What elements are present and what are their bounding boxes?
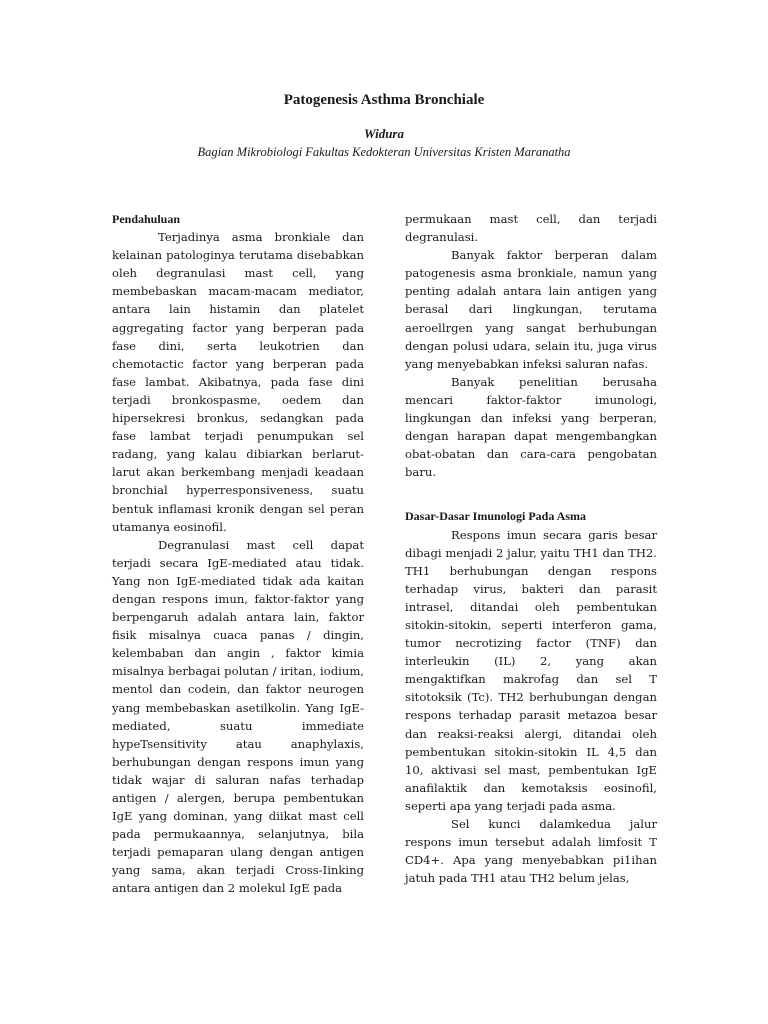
author-name: Widura [364, 126, 404, 141]
paper-title: Patogenesis Asthma Bronchiale [283, 92, 485, 108]
section-heading-pendahuluan: Pendahuluan [112, 212, 181, 226]
right-column [405, 210, 657, 887]
paragraph: Sel kunci dalamkedua jalur respons imun tersebut adalah limfosit T CD4+. Apa yang menyebabkan pi1ihan jatuh pada TH1 atau TH2 belum jelas, [405, 817, 657, 886]
paragraph: Banyak penelitian berusaha mencari faktor-faktor imunologi, lingkungan dan infeksi yang berperan, dengan harapan dapat mengembangkan obat-obatan dan cara-cara pengobatan baru. [405, 374, 657, 480]
author-affiliation: Bagian Mikrobiologi Fakultas Kedokteran Universitas Kristen Maranatha [197, 145, 571, 159]
left-column [112, 210, 364, 898]
paragraph: Banyak faktor berperan dalam patogenesis asma bronkiale, namun yang penting adalah antara lain antigen yang berasal dari lingkungan, terutama aeroellrgen yang sangat berhubungan dengan polusi udara, selain itu, juga virus yang menyebabkan infeksi saluran nafas. [405, 248, 657, 371]
section-heading-dasar-imunologi: Dasar-Dasar Imunologi Pada Asma [405, 509, 587, 524]
paragraph: Degranulasi mast cell dapat terjadi secara IgE-mediated atau tidak. Yang non IgE-mediated tidak ada kaitan dengan respons imun, faktor-faktor yang berpengaruh adalah antara lain, faktor fisik misalnya cuaca panas / dingin, kelembaban dan angin , faktor kimia misalnya berbagai polutan / iritan, iodium, mentol dan codein, dan faktor neurogen yang membebaskan asetilkolin. Yang IgE-mediated, suatu immediate hypeTsensitivity atau anaphylaxis, berhubungan dengan respons imun yang tidak wajar di saluran nafas terhadap antigen / alergen, berupa pembentukan IgE yang dominan, yang diikat mast cell pada permukaannya, selanjutnya, bila terjadi pemaparan ulang dengan antigen yang sama, akan terjadi Cross-Iinking antara antigen dan 2 molekul IgE pada [112, 537, 364, 896]
paragraph: Respons imun secara garis besar dibagi menjadi 2 jalur, yaitu TH1 dan TH2. TH1 berhubungan dengan respons terhadap virus, bakteri dan parasit intrasel, ditandai oleh pembentukan sitokin-sitokin, seperti interferon gama, tumor necrotizing factor (TNF) dan interleukin (IL) 2, yang akan mengaktifkan makrofag dan sel T sitotoksik (Tc). TH2 berhubungan dengan respons terhadap parasit metazoa besar dan reaksi-reaksi alergi, ditandai oleh pembentukan sitokin-sitokin IL 4,5 dan 10, aktivasi sel mast, pembentukan IgE anafilaktik dan kemotaksis eosinofil, seperti apa yang terjadi pada asma. [405, 527, 657, 813]
paragraph-continued: permukaan mast cell, dan terjadi degranulasi. [405, 212, 657, 245]
paragraph: Terjadinya asma bronkiale dan kelainan patologinya terutama disebabkan oleh degranulasi mast cell, yang membebaskan macam-macam mediator, antara lain histamin dan platelet aggregating factor yang berperan pada fase dini, serta leukotrien dan chemotactic factor yang berperan pada fase lambat. Akibatnya, pada fase dini terjadi bronkospasme, oedem dan hipersekresi bronkus, sedangkan pada fase lambat terjadi penumpukan sel radang, yang kalau dibiarkan berlarut-larut akan berkembang menjadi keadaan bronchial hyperresponsiveness, suatu bentuk inflamasi kronik dengan sel peran utamanya eosinofil. [112, 230, 364, 534]
